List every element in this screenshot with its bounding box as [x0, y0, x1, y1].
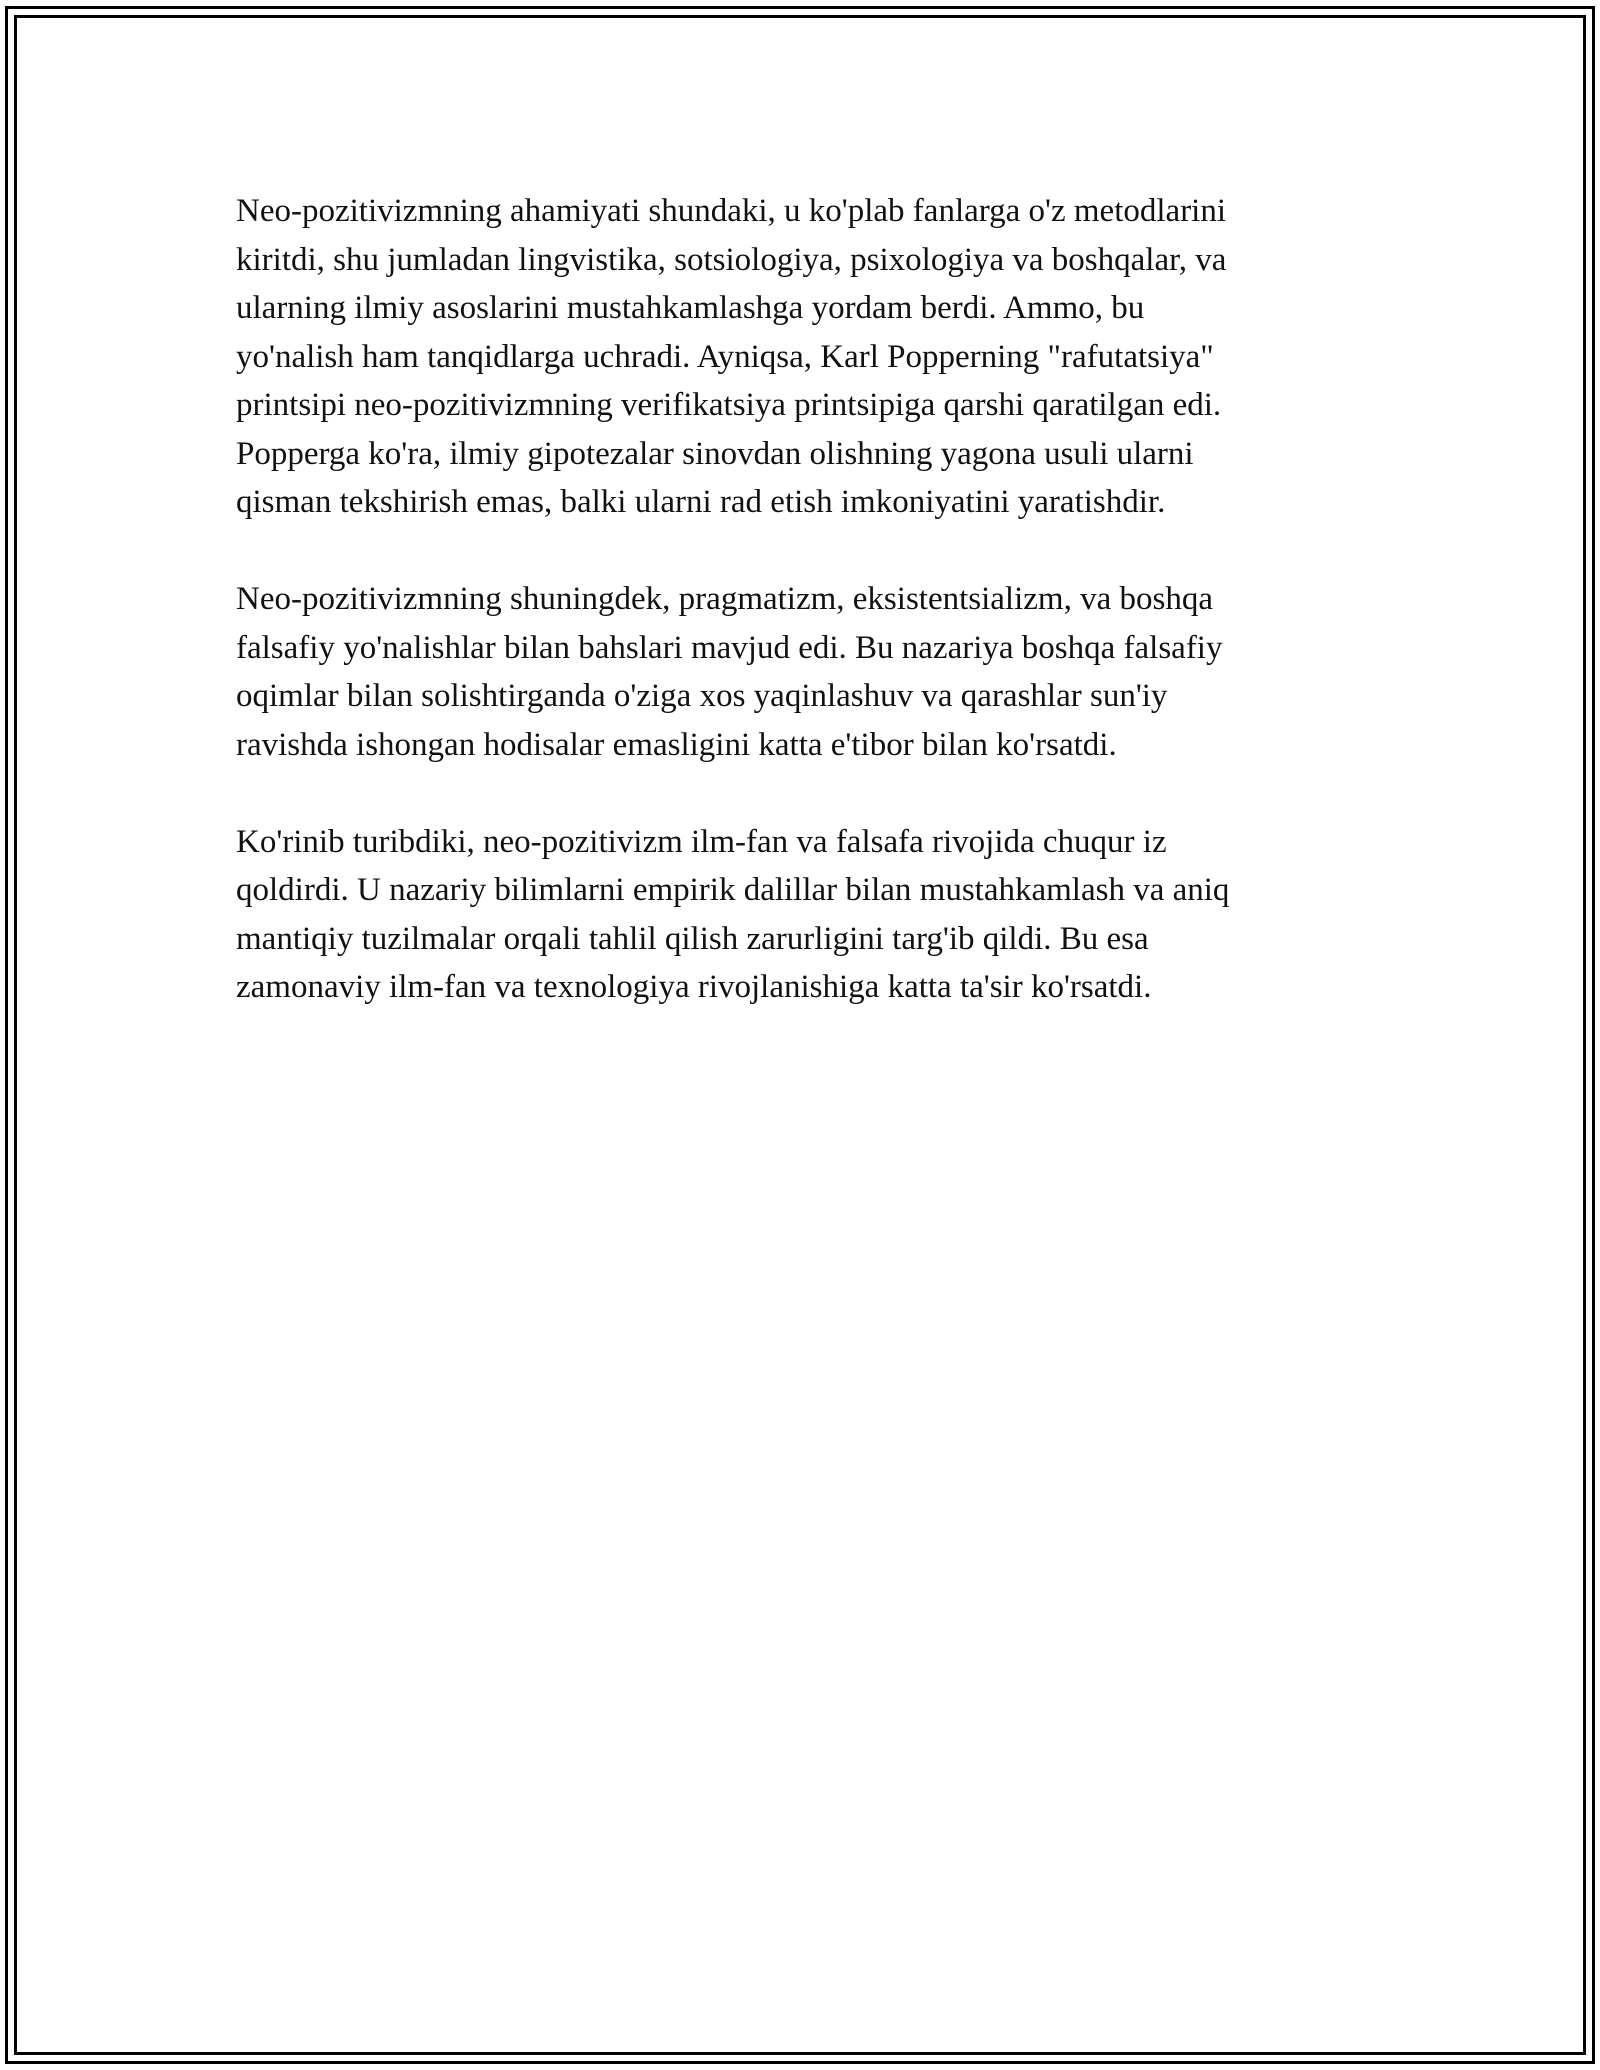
paragraph	[236, 575, 1366, 769]
text-line: Neo-pozitivizmning ahamiyati shundaki, u ko'plab fanlarga o'z metodlarini	[236, 193, 1227, 229]
text-line: mantiqiy tuzilmalar orqali tahlil qilish zarurligini targ'ib qildi. Bu esa	[236, 920, 1149, 957]
text-line: qisman tekshirish emas, balki ularni rad etish imkoniyatini yaratishdir.	[236, 484, 1166, 520]
text-line: ravishda ishongan hodisalar emasligini katta e'tibor bilan ko'rsatdi.	[236, 726, 1117, 763]
document-body	[236, 187, 1366, 1060]
text-line: Popperga ko'ra, ilmiy gipotezalar sinovdan olishning yagona usuli ularni	[236, 435, 1194, 472]
text-line: qoldirdi. U nazariy bilimlarni empirik dalillar bilan mustahkamlash va aniq	[236, 872, 1230, 908]
text-line: Neo-pozitivizmning shuningdek, pragmatizm, eksistentsializm, va boshqa	[236, 581, 1213, 617]
text-line: ularning ilmiy asoslarini mustahkamlashga yordam berdi. Ammo, bu	[236, 290, 1145, 326]
paragraph	[236, 187, 1366, 527]
text-line: zamonaviy ilm-fan va texnologiya rivojlanishiga katta ta'sir ko'rsatdi.	[236, 969, 1152, 1005]
paragraph	[236, 818, 1366, 1012]
text-line: printsipi neo-pozitivizmning verifikatsiya printsipiga qarshi qaratilgan edi.	[236, 387, 1222, 423]
text-line: kiritdi, shu jumladan lingvistika, sotsiologiya, psixologiya va boshqalar, va	[236, 241, 1227, 278]
text-line: Ko'rinib turibdiki, neo-pozitivizm ilm-fan va falsafa rivojida chuqur iz	[236, 823, 1167, 860]
text-line: yo'nalish ham tanqidlarga uchradi. Ayniqsa, Karl Popperning "rafutatsiya"	[236, 338, 1214, 375]
text-line: oqimlar bilan solishtirganda o'ziga xos yaqinlashuv va qarashlar sun'iy	[236, 678, 1168, 714]
text-line: falsafiy yo'nalishlar bilan bahslari mavjud edi. Bu nazariya boshqa falsafiy	[236, 629, 1223, 666]
